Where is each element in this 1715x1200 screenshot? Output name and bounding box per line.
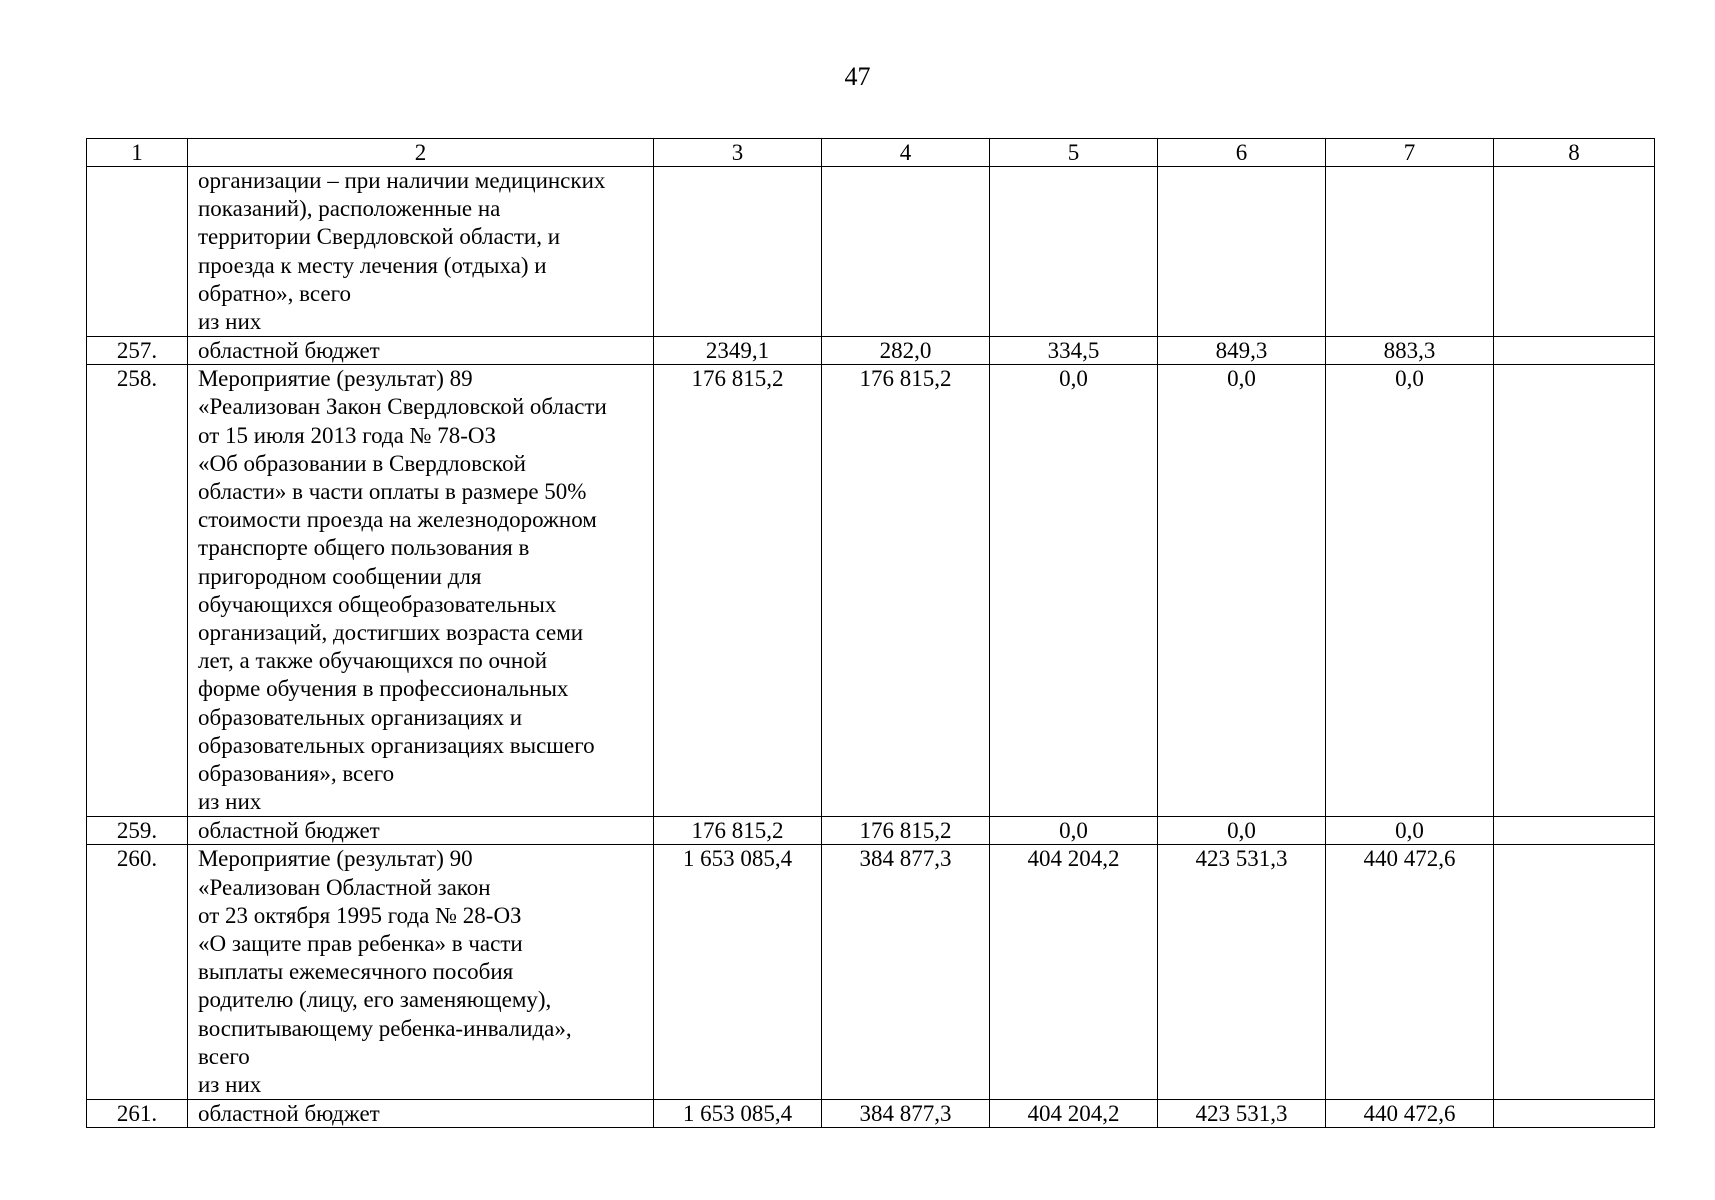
row-description: областной бюджет — [188, 1100, 654, 1128]
cell-value: 176 815,2 — [822, 365, 990, 817]
cell-value: 0,0 — [1158, 365, 1326, 817]
cell-value: 440 472,6 — [1326, 845, 1494, 1100]
cell-value — [654, 167, 822, 337]
cell-value: 334,5 — [990, 337, 1158, 365]
cell-value — [1494, 337, 1655, 365]
cell-value: 176 815,2 — [822, 817, 990, 845]
table-row — [87, 817, 1655, 845]
cell-value: 1 653 085,4 — [654, 1100, 822, 1128]
cell-value: 176 815,2 — [654, 365, 822, 817]
cell-value: 0,0 — [990, 365, 1158, 817]
column-header: 7 — [1326, 139, 1494, 167]
row-number: 259. — [87, 817, 188, 845]
table-row — [87, 1100, 1655, 1128]
cell-value: 0,0 — [1158, 817, 1326, 845]
column-header: 3 — [654, 139, 822, 167]
page-number: 47 — [844, 62, 871, 91]
cell-value: 883,3 — [1326, 337, 1494, 365]
cell-value — [1326, 167, 1494, 337]
cell-value: 2349,1 — [654, 337, 822, 365]
cell-value: 282,0 — [822, 337, 990, 365]
row-description: организации – при наличии медицинских показаний), расположенные на территории Свердловской области, и проезда к месту лечения (отдыха) и обратно», всего из них — [188, 167, 654, 337]
cell-value: 0,0 — [1326, 817, 1494, 845]
cell-value: 440 472,6 — [1326, 1100, 1494, 1128]
row-description: Мероприятие (результат) 89 «Реализован Закон Свердловской области от 15 июля 2013 года № 78-ОЗ «Об образовании в Свердловской области» в части оплаты в размере 50% стоимости проезда на железнодорожном транспорте общего пользования в пригородном сообщении для обучающихся общеобразовательных организаций, достигших возраста семи лет, а также обучающихся по очной форме обучения в профессиональных образовательных организациях и образовательных организациях высшего образования», всего из них — [188, 365, 654, 817]
cell-value: 0,0 — [1326, 365, 1494, 817]
cell-value — [1494, 845, 1655, 1100]
cell-value — [1158, 167, 1326, 337]
cell-value: 423 531,3 — [1158, 845, 1326, 1100]
row-description: областной бюджет — [188, 817, 654, 845]
cell-value — [1494, 365, 1655, 817]
column-header: 6 — [1158, 139, 1326, 167]
column-header: 8 — [1494, 139, 1655, 167]
cell-value — [1494, 817, 1655, 845]
cell-value: 0,0 — [990, 817, 1158, 845]
cell-value — [822, 167, 990, 337]
cell-value: 384 877,3 — [822, 845, 990, 1100]
row-number: 261. — [87, 1100, 188, 1128]
column-header: 2 — [188, 139, 654, 167]
cell-value — [990, 167, 1158, 337]
cell-value — [1494, 167, 1655, 337]
row-number: 258. — [87, 365, 188, 817]
row-number: 260. — [87, 845, 188, 1100]
table-row — [87, 365, 1655, 817]
cell-value: 384 877,3 — [822, 1100, 990, 1128]
table-row — [87, 167, 1655, 337]
budget-table — [86, 138, 1655, 1128]
cell-value: 404 204,2 — [990, 1100, 1158, 1128]
column-header: 4 — [822, 139, 990, 167]
header-row — [87, 139, 1655, 167]
table-row — [87, 845, 1655, 1100]
column-header: 5 — [990, 139, 1158, 167]
cell-value: 423 531,3 — [1158, 1100, 1326, 1128]
column-header: 1 — [87, 139, 188, 167]
row-number: 257. — [87, 337, 188, 365]
cell-value: 404 204,2 — [990, 845, 1158, 1100]
table-row — [87, 337, 1655, 365]
cell-value: 1 653 085,4 — [654, 845, 822, 1100]
row-description: областной бюджет — [188, 337, 654, 365]
row-description: Мероприятие (результат) 90 «Реализован Областной закон от 23 октября 1995 года № 28-ОЗ «О защите прав ребенка» в части выплаты ежемесячного пособия родителю (лицу, его заменяющему), воспитывающему ребенка-инвалида», всего из них — [188, 845, 654, 1100]
row-number — [87, 167, 188, 337]
cell-value — [1494, 1100, 1655, 1128]
cell-value: 849,3 — [1158, 337, 1326, 365]
cell-value: 176 815,2 — [654, 817, 822, 845]
